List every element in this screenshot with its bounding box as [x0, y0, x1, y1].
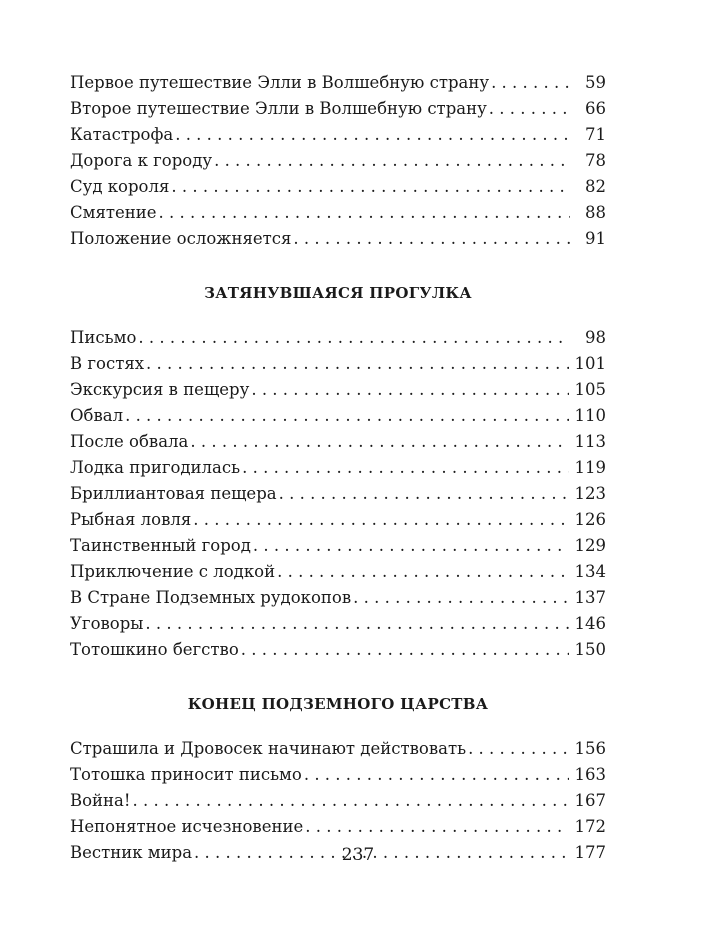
toc-entry[interactable]: [70, 96, 606, 122]
toc-entry-title: Суд короля: [70, 177, 170, 196]
toc-entry-title: Война!: [70, 791, 131, 810]
toc-entry-title: Лодка пригодилась: [70, 458, 241, 477]
toc-entry[interactable]: [70, 200, 606, 226]
dot-leader: [251, 377, 568, 403]
dot-leader: [468, 736, 568, 762]
toc-entry[interactable]: [70, 70, 606, 96]
toc-entry[interactable]: [70, 377, 606, 403]
toc-entry-title: Приключение с лодкой: [70, 562, 276, 581]
toc-entry-page: 88: [585, 203, 606, 222]
toc-entry[interactable]: [70, 351, 606, 377]
toc-entry-title: Катастрофа: [70, 125, 174, 144]
toc-entry[interactable]: [70, 762, 606, 788]
dot-leader: [304, 762, 569, 788]
toc-entry-page: 71: [585, 125, 606, 144]
toc-entry-page: 146: [574, 614, 606, 633]
dot-leader: [242, 455, 568, 481]
toc-entry-page: 129: [574, 536, 606, 555]
section-heading: ЗАТЯНУВШАЯСЯ ПРОГУЛКА: [204, 284, 472, 302]
toc-entry[interactable]: [70, 455, 606, 481]
toc-entry[interactable]: [70, 533, 606, 559]
toc-entry-page: 66: [585, 99, 606, 118]
dot-leader: [159, 200, 570, 226]
toc-entry-page: 134: [574, 562, 606, 581]
toc-entry-title: Дорога к городу: [70, 151, 213, 170]
toc-section-continued: [70, 70, 606, 252]
toc-entry[interactable]: [70, 507, 606, 533]
toc-entry-title: Первое путешествие Элли в Волшебную страну: [70, 73, 490, 92]
toc-entry-title: Смятение: [70, 203, 157, 222]
dot-leader: [253, 533, 569, 559]
toc-entry[interactable]: [70, 559, 606, 585]
toc-entry-page: 98: [585, 328, 606, 347]
toc-entry-title: Тотошкино бегство: [70, 640, 239, 659]
toc-entry-page: 110: [574, 406, 606, 425]
toc-entry[interactable]: [70, 122, 606, 148]
toc-entry-page: 119: [574, 458, 606, 477]
dot-leader: [353, 585, 568, 611]
toc-entry-title: Уговоры: [70, 614, 144, 633]
dot-leader: [193, 507, 568, 533]
toc-entry-title: Страшила и Дровосек начинают действовать: [70, 739, 467, 758]
toc-entry-page: 172: [574, 817, 606, 836]
toc-entry-page: 156: [574, 739, 606, 758]
dot-leader: [279, 481, 569, 507]
dot-leader: [293, 226, 570, 252]
dot-leader: [305, 814, 568, 840]
dot-leader: [145, 611, 568, 637]
toc-entry-page: 101: [574, 354, 606, 373]
dot-leader: [146, 351, 568, 377]
dot-leader: [190, 429, 568, 455]
toc-entry-title: Бриллиантовая пещера: [70, 484, 277, 503]
toc-entry-page: 150: [574, 640, 606, 659]
toc-entry-title: В Стране Подземных рудокопов: [70, 588, 352, 607]
toc-entry[interactable]: [70, 429, 606, 455]
dot-leader: [171, 174, 570, 200]
dot-leader: [175, 122, 570, 148]
toc-entry-title: Рыбная ловля: [70, 510, 192, 529]
page-number: 237: [341, 845, 375, 865]
toc-entry-page: 163: [574, 765, 606, 784]
toc-entry-page: 137: [574, 588, 606, 607]
toc-entry[interactable]: [70, 148, 606, 174]
toc-entry[interactable]: [70, 226, 606, 252]
toc-entry-title: Положение осложняется: [70, 229, 292, 248]
toc-entry-title: Письмо: [70, 328, 137, 347]
toc-entry-page: 82: [585, 177, 606, 196]
toc-entry-title: Тотошка приносит письмо: [70, 765, 302, 784]
toc-entry-page: 126: [574, 510, 606, 529]
toc-entry-title: Экскурсия в пещеру: [70, 380, 250, 399]
toc-entry[interactable]: [70, 637, 606, 663]
toc-entry[interactable]: [70, 174, 606, 200]
toc-entry-page: 123: [574, 484, 606, 503]
toc-entry[interactable]: [70, 325, 606, 351]
toc-entry-title: Непонятное исчезновение: [70, 817, 304, 836]
toc-entry-page: 59: [585, 73, 606, 92]
toc-section: [70, 325, 606, 663]
toc-entry-title: В гостях: [70, 354, 145, 373]
toc-entry-title: Вестник мира: [70, 843, 193, 862]
toc-entry[interactable]: [70, 481, 606, 507]
toc-entry[interactable]: [70, 814, 606, 840]
dot-leader: [133, 788, 569, 814]
dot-leader: [489, 96, 570, 122]
toc-entry-title: После обвала: [70, 432, 189, 451]
dot-leader: [214, 148, 570, 174]
toc-entry-page: 78: [585, 151, 606, 170]
toc-entry[interactable]: [70, 736, 606, 762]
table-of-contents: [70, 70, 606, 866]
toc-entry-title: Второе путешествие Элли в Волшебную страну: [70, 99, 487, 118]
toc-entry-page: 105: [574, 380, 606, 399]
dot-leader: [491, 70, 570, 96]
toc-entry[interactable]: [70, 585, 606, 611]
toc-entry-page: 91: [585, 229, 606, 248]
toc-entry-page: 167: [574, 791, 606, 810]
dot-leader: [241, 637, 569, 663]
toc-entry[interactable]: [70, 403, 606, 429]
dot-leader: [277, 559, 568, 585]
dot-leader: [138, 325, 570, 351]
section-heading: КОНЕЦ ПОДЗЕМНОГО ЦАРСТВА: [187, 695, 489, 713]
toc-entry[interactable]: [70, 611, 606, 637]
toc-entry-page: 177: [574, 843, 606, 862]
toc-entry-title: Таинственный город: [70, 536, 251, 555]
dot-leader: [125, 403, 568, 429]
toc-entry-title: Обвал: [70, 406, 124, 425]
toc-entry-page: 113: [574, 432, 606, 451]
toc-entry[interactable]: [70, 788, 606, 814]
